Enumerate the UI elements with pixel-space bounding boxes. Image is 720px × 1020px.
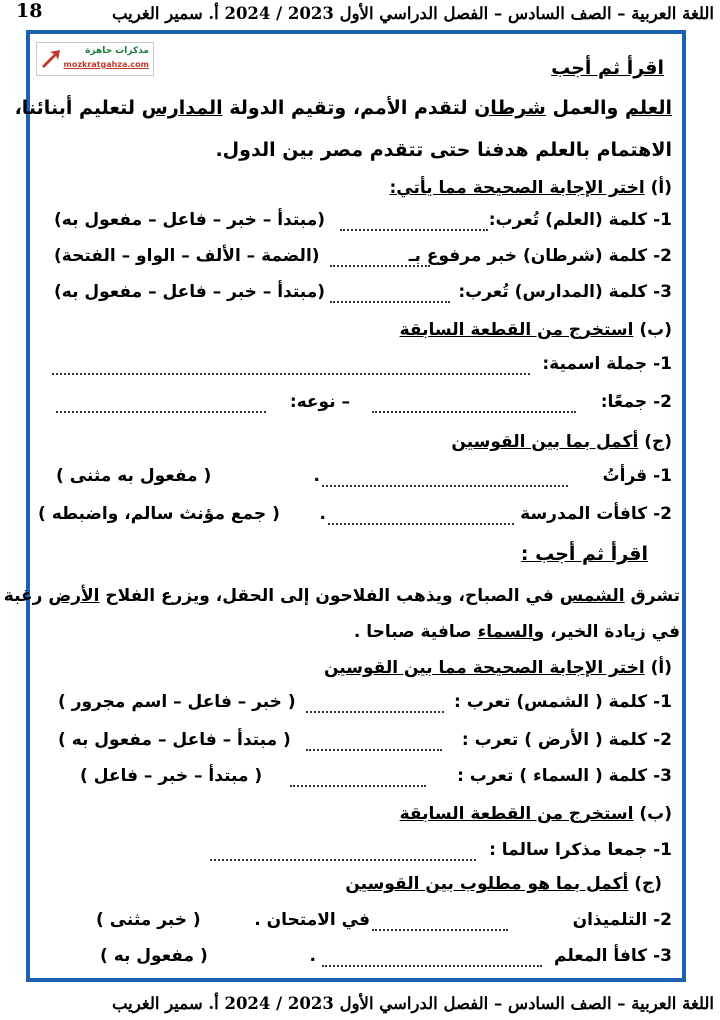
item-number: 2-	[647, 246, 672, 266]
s2-partA-title: اختر الإجابة الصحيحة مما بين القوسين	[324, 658, 645, 678]
s1-partB-heading	[400, 318, 672, 342]
s1-c-item-1	[603, 464, 672, 488]
item-question: قرأتُ	[602, 466, 648, 486]
s2-c-item-2	[573, 908, 672, 932]
s1-b-item-2	[601, 390, 672, 414]
answer-blank[interactable]	[56, 410, 266, 413]
s1-a-item-3-options: (مبتدأ – خبر – فاعل – مفعول به)	[54, 282, 326, 302]
item-question: كلمة (شرطان) خبر مرفوع بـ	[408, 246, 648, 266]
s2-a-item-1-options: ( خبر – فاعل – اسم مجرور )	[58, 692, 296, 712]
s1-partA-heading	[389, 176, 672, 200]
s2-a-item-3-options: ( مبتدأ – خبر – فاعل )	[80, 766, 263, 786]
s2-partC-title: أكمل بما هو مطلوب بين القوسين	[345, 874, 629, 894]
page-number: 18	[16, 0, 43, 22]
item-question: كافأ المعلم	[553, 946, 648, 966]
item-question: كلمة (العلم) تُعرب:	[488, 210, 648, 230]
logo-name: مذكرات جاهزة	[85, 46, 149, 56]
s1-a-item-3	[458, 280, 672, 304]
item-question: كلمة ( الأرض ) تعرب :	[461, 730, 648, 750]
s2-partB-title: استخرج من القطعة السابقة	[399, 804, 634, 824]
item-number: 2-	[647, 730, 672, 750]
answer-blank[interactable]	[340, 228, 488, 231]
item-number: 2-	[647, 910, 672, 930]
s1-partB-label: (ب)	[633, 320, 672, 340]
item-question: جملة اسمية:	[542, 354, 648, 374]
item-question: كلمة ( الشمس) تعرب :	[454, 692, 648, 712]
answer-blank[interactable]	[322, 964, 542, 967]
page-footer	[0, 990, 720, 1020]
s1-a-item-1-options: (مبتدأ – خبر – فاعل – مفعول به)	[54, 210, 326, 230]
s2-a-item-1	[454, 690, 672, 714]
footer-text: اللغة العربية – الصف السادس – الفصل الدراسي الأول 2023 / 2024 أ. سمير الغريب	[111, 994, 714, 1013]
item-number: 1-	[647, 466, 672, 486]
item-number: 2-	[647, 504, 672, 524]
s2-text: في الصباح، ويذهب الفلاحون إلى الحقل، ويزرع الفلاح	[99, 586, 560, 606]
answer-blank[interactable]	[210, 858, 476, 861]
s1-partC-label: (ج)	[638, 432, 672, 452]
item-question: كافأت المدرسة	[520, 504, 648, 524]
s1-a-item-2	[409, 244, 672, 268]
s2-partC-heading	[345, 872, 662, 896]
item-question: كلمة ( السماء ) تعرب :	[457, 766, 648, 786]
answer-blank[interactable]	[322, 484, 568, 487]
s2-text: صافية صباحا .	[353, 622, 478, 642]
s1-text: والعمل	[545, 97, 625, 119]
answer-blank[interactable]	[306, 748, 442, 751]
s1-c-item-2-end: .	[319, 504, 326, 524]
s1-word-alilm: العلم	[624, 97, 672, 119]
site-logo	[36, 42, 154, 76]
s2-c-item-3-hint: ( مفعول به )	[100, 946, 208, 966]
item-question: كلمة (المدارس) تُعرب:	[458, 282, 648, 302]
item-number: 1-	[647, 692, 672, 712]
s2-partB-label: (ب)	[633, 804, 672, 824]
answer-blank[interactable]	[330, 264, 430, 267]
s2-a-item-2	[462, 728, 672, 752]
item-number: 3-	[647, 766, 672, 786]
answer-blank[interactable]	[328, 522, 514, 525]
s1-text: لتعليم أبنائنا،	[14, 97, 142, 119]
s1-b-item-1	[542, 352, 672, 376]
s2-partB-heading	[400, 802, 672, 826]
s2-a-item-2-options: ( مبتدأ – فاعل – مفعول به )	[58, 730, 291, 750]
answer-blank[interactable]	[290, 784, 426, 787]
s1-b-item-2-type: – نوعه:	[289, 392, 350, 412]
section2-passage-line2	[354, 620, 680, 644]
s1-partB-title: استخرج من القطعة السابقة	[399, 320, 634, 340]
item-number: 1-	[647, 210, 672, 230]
s1-word-almadaris: المدارس	[141, 97, 223, 119]
logo-url: mozkratgahza.com	[63, 60, 149, 69]
s2-partC-label: (ج)	[628, 874, 662, 894]
s2-b-item-1	[489, 838, 672, 862]
page-header	[0, 0, 720, 30]
s1-a-item-1	[489, 208, 672, 232]
s1-partA-title: اختر الإجابة الصحيحة مما يأتي:	[389, 178, 645, 198]
s1-c-item-1-end: .	[313, 466, 320, 486]
s1-partC-heading	[451, 430, 672, 454]
answer-blank[interactable]	[372, 928, 508, 931]
item-number: 1-	[647, 354, 672, 374]
section1-title: اقرأ ثم أجب	[551, 57, 664, 79]
s1-c-item-2-hint: ( جمع مؤنث سالم، واضبطه )	[38, 504, 280, 524]
answer-blank[interactable]	[372, 410, 576, 413]
section2-passage-line1	[4, 584, 680, 608]
s2-c-item-2-hint: ( خبر مثنى )	[96, 910, 201, 930]
item-number: 3-	[647, 946, 672, 966]
section1-passage-line2: الاهتمام بالعلم هدفنا حتى تتقدم مصر بين الدول.	[215, 139, 672, 161]
item-question: جمعًا:	[600, 392, 648, 412]
item-number: 3-	[647, 282, 672, 302]
item-question: التلميذان	[572, 910, 648, 930]
s1-c-item-2	[520, 502, 672, 526]
section1-passage-line1	[15, 94, 672, 122]
s2-text: تشرق	[624, 586, 680, 606]
header-text: اللغة العربية – الصف السادس – الفصل الدراسي الأول 2023 / 2024 أ. سمير الغريب	[111, 4, 714, 23]
s2-partA-heading	[324, 656, 672, 680]
item-number: 1-	[647, 840, 672, 860]
item-question: جمعا مذكرا سالما :	[489, 840, 648, 860]
s2-word-alsamaa: السماء	[477, 622, 534, 642]
s2-word-alshams: الشمس	[559, 586, 625, 606]
logo-arrow-icon	[40, 48, 62, 70]
s1-partC-title: أكمل بما بين القوسين	[451, 432, 639, 452]
s1-a-item-2-options: (الضمة – الألف – الواو – الفتحة)	[54, 246, 320, 266]
answer-blank[interactable]	[306, 710, 444, 713]
s2-text: رغبة	[3, 586, 49, 606]
s1-c-item-1-hint: ( مفعول به مثنى )	[56, 466, 212, 486]
s2-a-item-3	[457, 764, 672, 788]
section2-title: اقرأ ثم أجب :	[520, 543, 648, 565]
s2-partA-label: (أ)	[644, 658, 672, 678]
item-number: 2-	[647, 392, 672, 412]
s1-text: لتقدم الأمم، وتقيم الدولة	[222, 97, 475, 119]
s2-c-item-3	[554, 944, 672, 968]
s2-c-item-3-end: .	[309, 946, 316, 966]
s1-partA-label: (أ)	[644, 178, 672, 198]
s2-word-alard: الأرض	[48, 586, 100, 606]
answer-blank[interactable]	[52, 372, 530, 375]
answer-blank[interactable]	[330, 300, 450, 303]
s2-text: في زيادة الخير، و	[533, 622, 680, 642]
s1-word-shartan: شرطان	[474, 97, 546, 119]
s2-c-item-2-end: في الامتحان .	[254, 910, 370, 930]
